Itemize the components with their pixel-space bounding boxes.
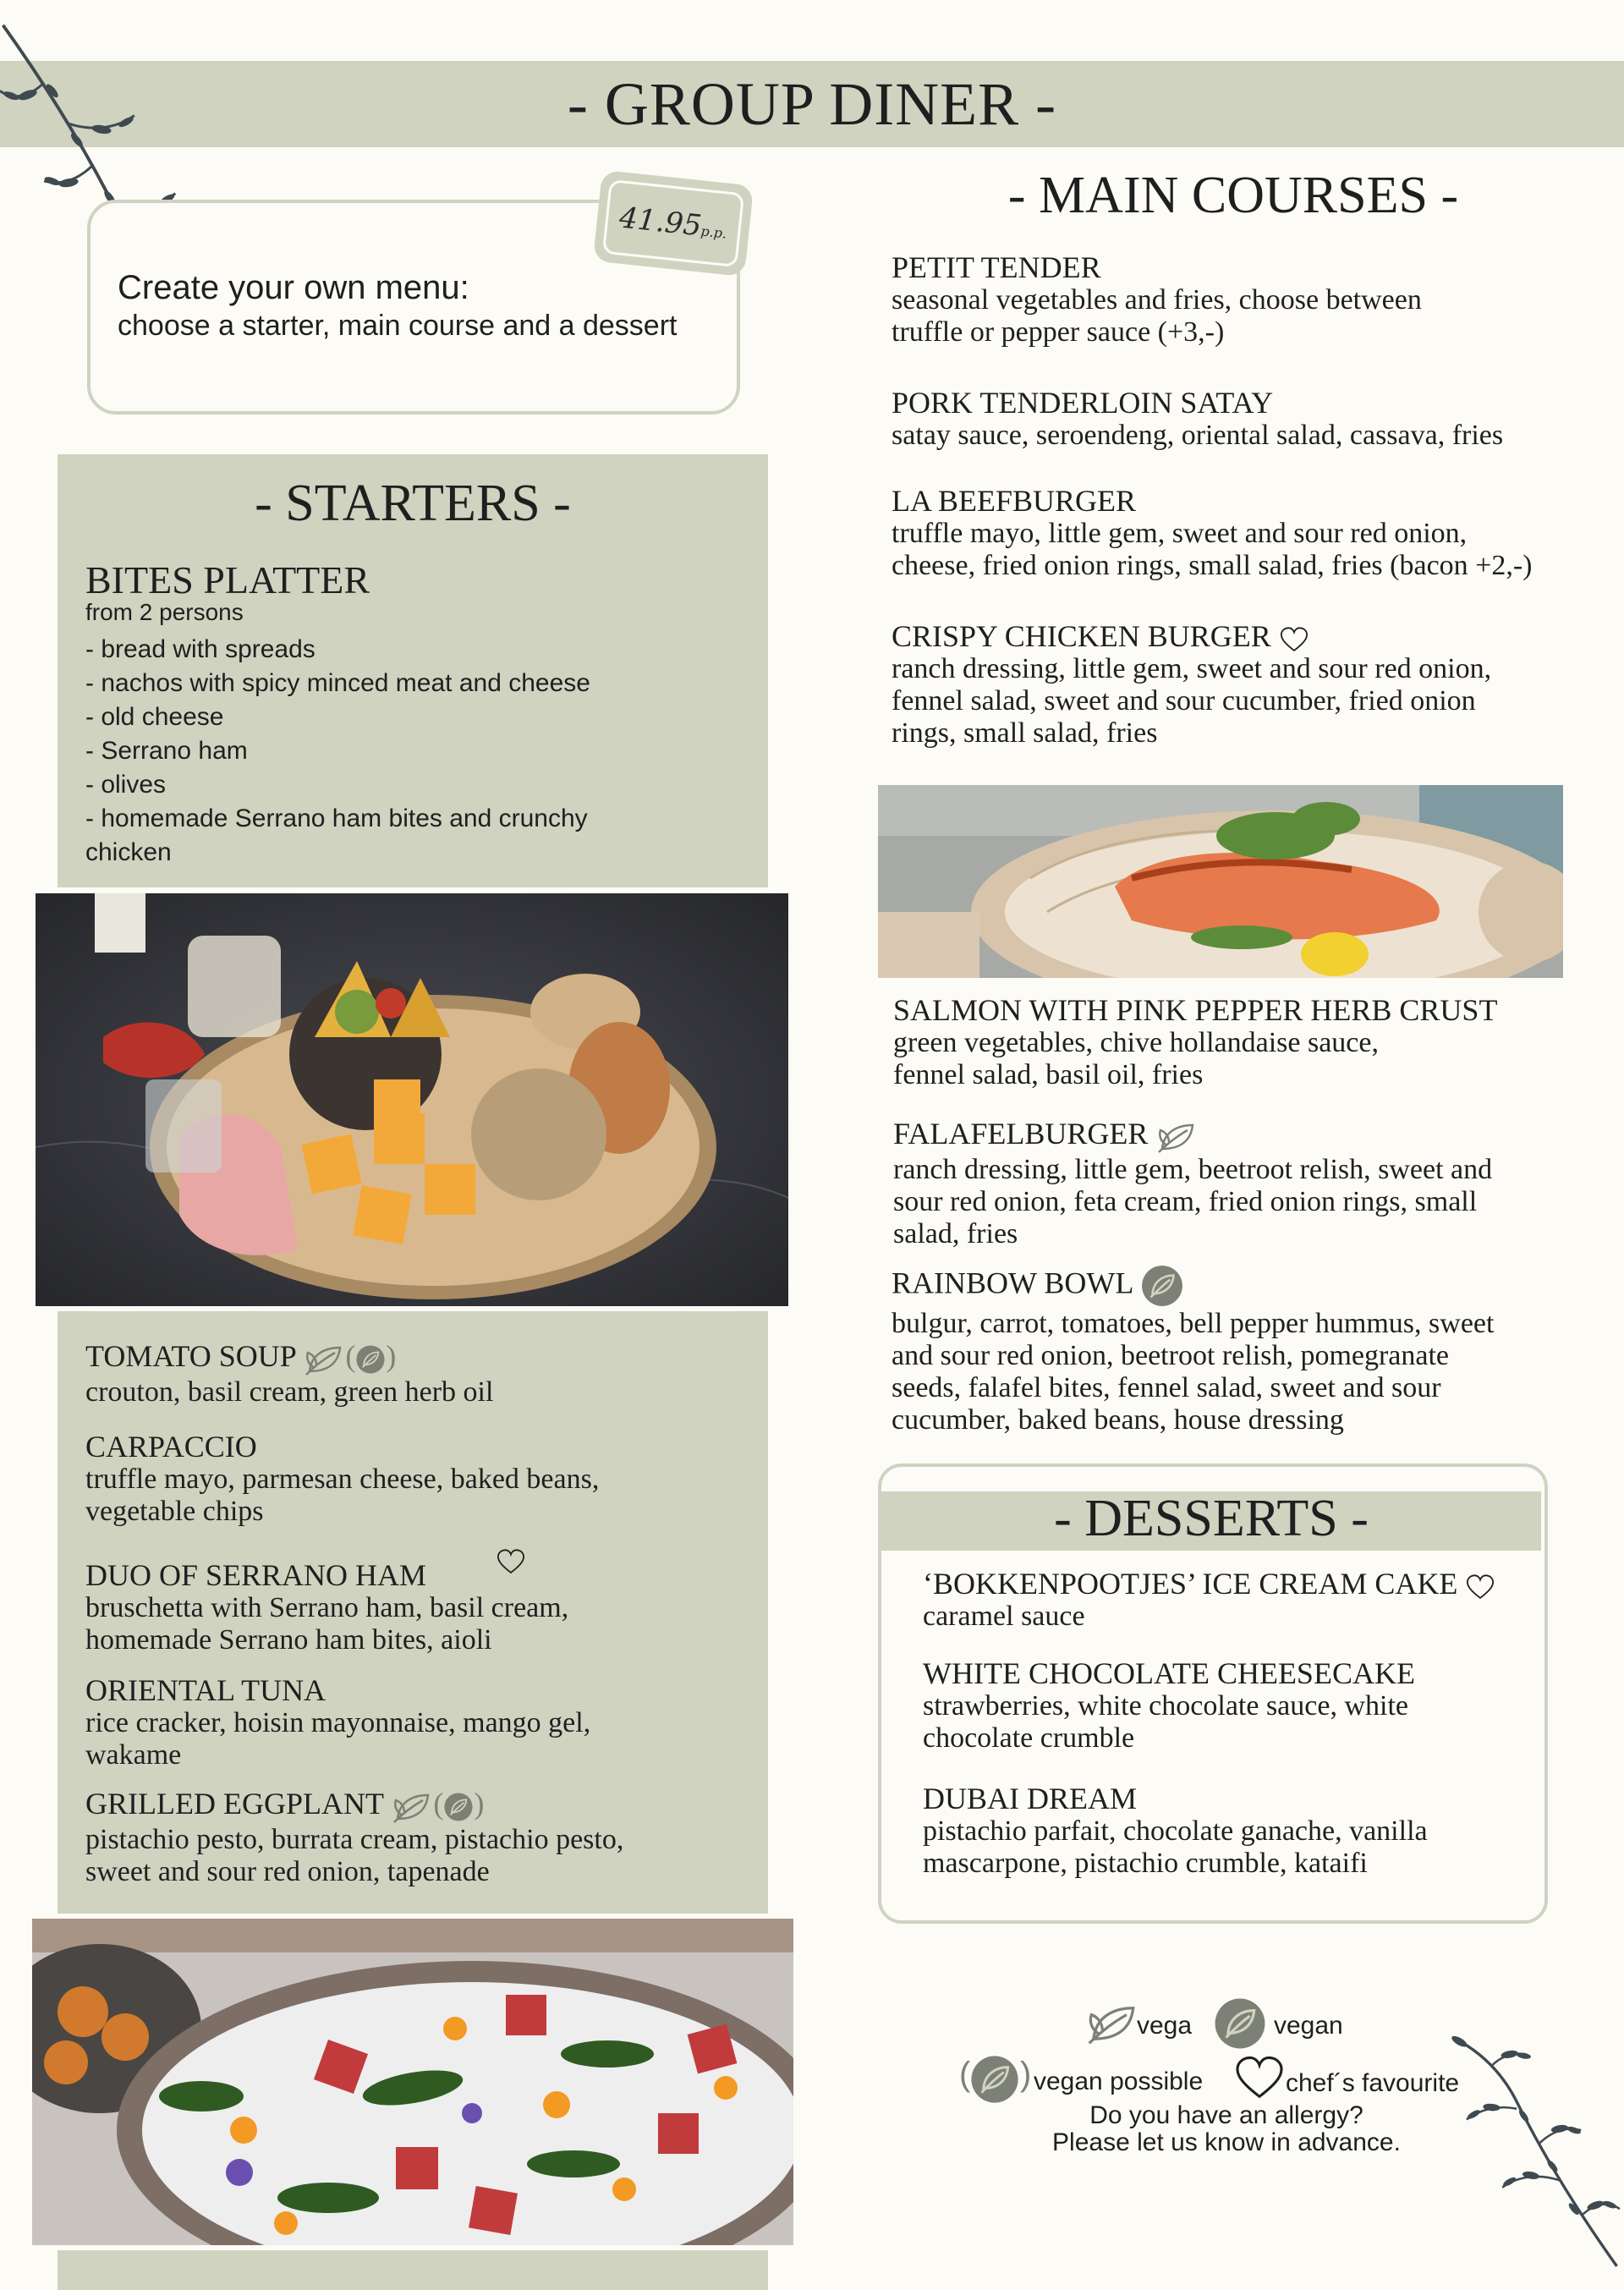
paren-close: ) <box>1020 2056 1032 2093</box>
price-tag <box>593 170 754 277</box>
main-desc: green vegetables, chive hollandaise sauce, <box>893 1027 1379 1058</box>
dessert-name: DUBAI DREAM <box>923 1782 1138 1815</box>
starter-item <box>85 1673 754 1771</box>
main-desc: seasonal vegetables and fries, choose between <box>892 284 1422 316</box>
starter-desc: truffle mayo, parmesan cheese, baked beans, <box>85 1464 600 1495</box>
legend-vegan-possible: vegan possible <box>1034 2068 1204 2095</box>
dessert-desc: pistachio parfait, chocolate ganache, vanilla <box>923 1815 1428 1847</box>
vega-icon <box>1084 2002 1140 2046</box>
main-item <box>892 250 1602 349</box>
dessert-item <box>923 1567 1549 1633</box>
platter-line: - homemade Serrano ham bites and crunchy <box>85 805 588 832</box>
chefs-favourite-icon <box>496 1548 526 1575</box>
main-desc: ranch dressing, little gem, sweet and sour red onion, <box>892 653 1492 684</box>
platter-photo <box>36 893 788 1306</box>
chefs-favourite-icon <box>1233 2054 1286 2101</box>
starter-item <box>85 1558 754 1656</box>
main-name: PORK TENDERLOIN SATAY <box>892 386 1274 420</box>
price-suffix: p.p. <box>700 222 728 242</box>
platter-line: chicken <box>85 838 172 866</box>
platter-name: BITES PLATTER <box>85 558 370 601</box>
dessert-desc: strawberries, white chocolate sauce, white <box>923 1690 1408 1722</box>
starter-desc: rice cracker, hoisin mayonnaise, mango gel, <box>85 1707 591 1738</box>
platter-note: from 2 persons <box>85 599 244 625</box>
starters-panel-footer <box>58 2250 768 2290</box>
vegan-possible-icon <box>969 2054 1020 2105</box>
main-name: RAINBOW BOWL <box>892 1266 1133 1300</box>
tuna-photo <box>32 1919 793 2245</box>
platter-line: - Serrano ham <box>85 737 248 765</box>
main-item <box>893 1117 1604 1250</box>
main-name: SALMON WITH PINK PEPPER HERB CRUST <box>893 993 1498 1027</box>
platter-list <box>85 633 745 870</box>
starter-item <box>85 1430 754 1528</box>
price-value: 41.95 <box>617 200 704 244</box>
legend-chefs-favourite: chef´s favourite <box>1286 2069 1460 2097</box>
starter-desc: wakame <box>85 1739 182 1771</box>
main-item <box>892 386 1602 452</box>
starter-desc: bruschetta with Serrano ham, basil cream, <box>85 1592 569 1623</box>
vega-icon <box>391 1790 433 1824</box>
main-desc: seeds, falafel bites, fennel salad, sweet and sour <box>892 1372 1441 1403</box>
starter-item: GRILLED EGGPLANT ( ) pistachio pesto, burrata cream, pistachio pesto, sweet and sour red onion, tapenade <box>85 1787 754 1888</box>
main-desc: cucumber, baked beans, house dressing <box>892 1404 1344 1436</box>
main-item <box>893 993 1604 1091</box>
allergy-note: Please let us know in advance. <box>1052 2128 1401 2156</box>
starter-name: ORIENTAL TUNA <box>85 1673 326 1707</box>
starter-desc: pistachio pesto, burrata cream, pistachio pesto, <box>85 1823 624 1855</box>
starter-desc: sweet and sour red onion, tapenade <box>85 1855 490 1887</box>
promo-line-2: choose a starter, main course and a dessert <box>118 310 678 342</box>
main-name: CRISPY CHICKEN BURGER <box>892 619 1271 653</box>
starter-item: TOMATO SOUP ( ) crouton, basil cream, green herb oil <box>85 1339 754 1409</box>
platter-line: - olives <box>85 771 167 799</box>
salmon-photo <box>878 785 1563 978</box>
starter-name: TOMATO SOUP <box>85 1339 296 1373</box>
main-desc: fennel salad, basil oil, fries <box>893 1059 1204 1090</box>
dessert-desc: mascarpone, pistachio crumble, kataifi <box>923 1848 1368 1879</box>
main-desc: satay sauce, seroendeng, oriental salad, cassava, fries <box>892 420 1504 451</box>
starter-desc: crouton, basil cream, green herb oil <box>85 1376 494 1408</box>
dessert-name: ‘BOKKENPOOTJES’ ICE CREAM CAKE <box>923 1567 1458 1601</box>
branch-decoration-bottom-right <box>1438 2013 1624 2290</box>
chefs-favourite-icon <box>1465 1573 1495 1601</box>
vegan-possible-icon <box>443 1792 474 1822</box>
main-desc: fennel salad, sweet and sour cucumber, fried onion <box>892 685 1476 717</box>
main-item <box>892 1264 1602 1436</box>
starter-desc: vegetable chips <box>85 1496 264 1527</box>
dessert-desc: chocolate crumble <box>923 1722 1135 1754</box>
paren-open: ( <box>959 2056 971 2093</box>
main-desc: cheese, fried onion rings, small salad, fries (bacon +2,-) <box>892 550 1533 581</box>
vegan-icon <box>1213 1996 1267 2051</box>
main-desc: sour red onion, feta cream, fried onion rings, small <box>893 1185 1478 1217</box>
main-name: FALAFELBURGER <box>893 1117 1149 1150</box>
vegan-icon <box>1140 1264 1184 1308</box>
dessert-item <box>923 1782 1549 1880</box>
starter-name: DUO OF SERRANO HAM <box>85 1558 427 1592</box>
legend-vega: vega <box>1137 2012 1193 2040</box>
main-desc: and sour red onion, beetroot relish, pomegranate <box>892 1340 1450 1371</box>
main-item <box>892 484 1619 582</box>
vegan-possible-icon <box>355 1344 386 1375</box>
platter-line: - bread with spreads <box>85 635 315 663</box>
main-desc: bulgur, carrot, tomatoes, bell pepper hummus, sweet <box>892 1308 1495 1339</box>
starter-name: CARPACCIO <box>85 1430 257 1464</box>
main-desc: salad, fries <box>893 1217 1018 1249</box>
chefs-favourite-icon <box>1279 626 1309 653</box>
page-title: - GROUP DINER - <box>567 70 1057 138</box>
main-name: LA BEEFBURGER <box>892 484 1137 518</box>
platter-line: - old cheese <box>85 703 224 731</box>
promo-line-1: Create your own menu: <box>118 269 469 306</box>
legend-vegan: vegan <box>1274 2012 1343 2040</box>
mains-heading: - MAIN COURSES - <box>1007 167 1459 224</box>
desserts-heading: - DESSERTS - <box>1054 1490 1369 1547</box>
dessert-desc: caramel sauce <box>923 1601 1085 1632</box>
main-desc: ranch dressing, little gem, beetroot relish, sweet and <box>893 1153 1493 1185</box>
main-desc: truffle or pepper sauce (+3,-) <box>892 316 1225 348</box>
dessert-name: WHITE CHOCOLATE CHEESECAKE <box>923 1656 1415 1690</box>
starter-name: GRILLED EGGPLANT <box>85 1787 384 1820</box>
main-desc: truffle mayo, little gem, sweet and sour red onion, <box>892 518 1468 549</box>
starter-desc: homemade Serrano ham bites, aioli <box>85 1624 492 1656</box>
vega-icon <box>303 1343 345 1376</box>
dessert-item <box>923 1656 1549 1755</box>
allergy-question: Do you have an allergy? <box>1089 2101 1363 2129</box>
main-desc: rings, small salad, fries <box>892 717 1158 749</box>
platter-line: - nachos with spicy minced meat and cheese <box>85 669 590 697</box>
vega-icon <box>1155 1120 1198 1154</box>
main-name: PETIT TENDER <box>892 250 1101 284</box>
main-item <box>892 619 1602 750</box>
starters-heading: - STARTERS - <box>255 475 571 532</box>
